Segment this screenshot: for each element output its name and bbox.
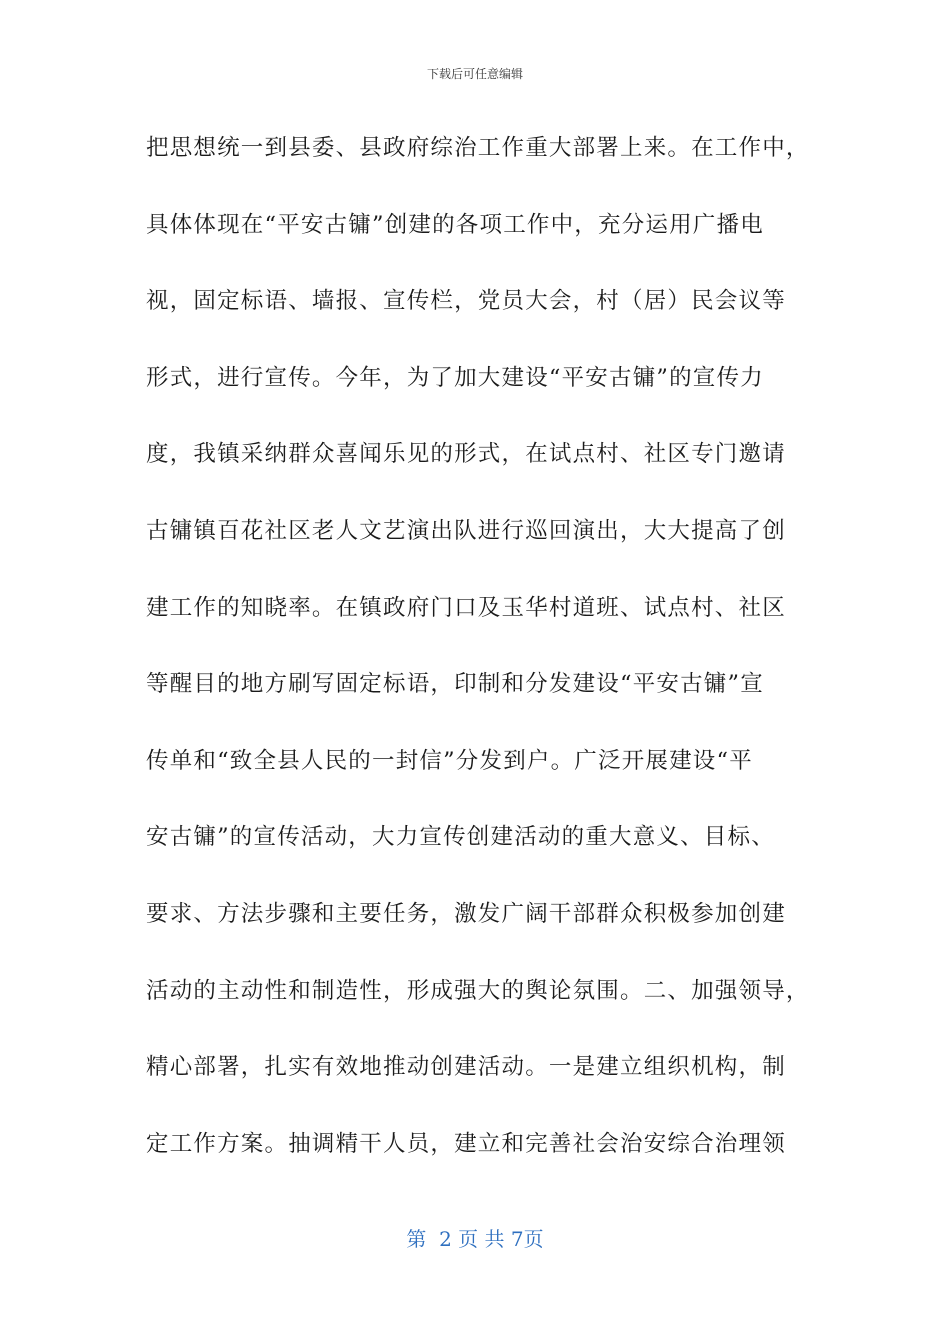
body-line-1: 把思想统一到县委、县政府综治工作重大部署上来。在工作中，	[146, 135, 810, 161]
body-line-9: 传单和“致全县人民的一封信”分发到户。广泛开展建设“平	[146, 747, 753, 774]
body-line-13: 精心部署，扎实有效地推动创建活动。一是建立组织机构，制	[146, 1054, 786, 1081]
body-line-11: 要求、方法步骤和主要任务，激发广阔干部群众积极参加创建	[146, 900, 786, 927]
body-line-6: 古镛镇百花社区老人文艺演出队进行巡回演出，大大提高了创	[146, 517, 786, 544]
page-number: 第 2 页 共 7页	[406, 1227, 544, 1251]
body-line-12: 活动的主动性和制造性，形成强大的舆论氛围。二、加强领导，	[146, 977, 810, 1004]
body-line-7: 建工作的知晓率。在镇政府门口及玉华村道班、试点村、社区	[146, 594, 786, 621]
body-line-8: 等醒目的地方刷写固定标语，印制和分发建设“平安古镛”宣	[146, 671, 764, 698]
page-header	[0, 66, 950, 82]
body-line-5: 度，我镇采纳群众喜闻乐见的形式，在试点村、社区专门邀请	[146, 441, 786, 468]
body-line-2: 具体体现在“平安古镛”创建的各项工作中，充分运用广播电	[146, 211, 764, 238]
header-note: 下载后可任意编辑	[426, 67, 523, 81]
body-line-4: 形式，进行宣传。今年，为了加大建设“平安古镛”的宣传力	[146, 364, 764, 391]
body-line-3: 视，固定标语、墙报、宣传栏，党员大会，村（居）民会议等	[146, 288, 786, 315]
body-line-10: 安古镛”的宣传活动，大力宣传创建活动的重大意义、目标、	[146, 824, 775, 851]
page-footer	[0, 1226, 950, 1252]
body-line-14: 定工作方案。抽调精干人员，建立和完善社会治安综合治理领	[146, 1130, 786, 1157]
document-body	[146, 128, 810, 1200]
